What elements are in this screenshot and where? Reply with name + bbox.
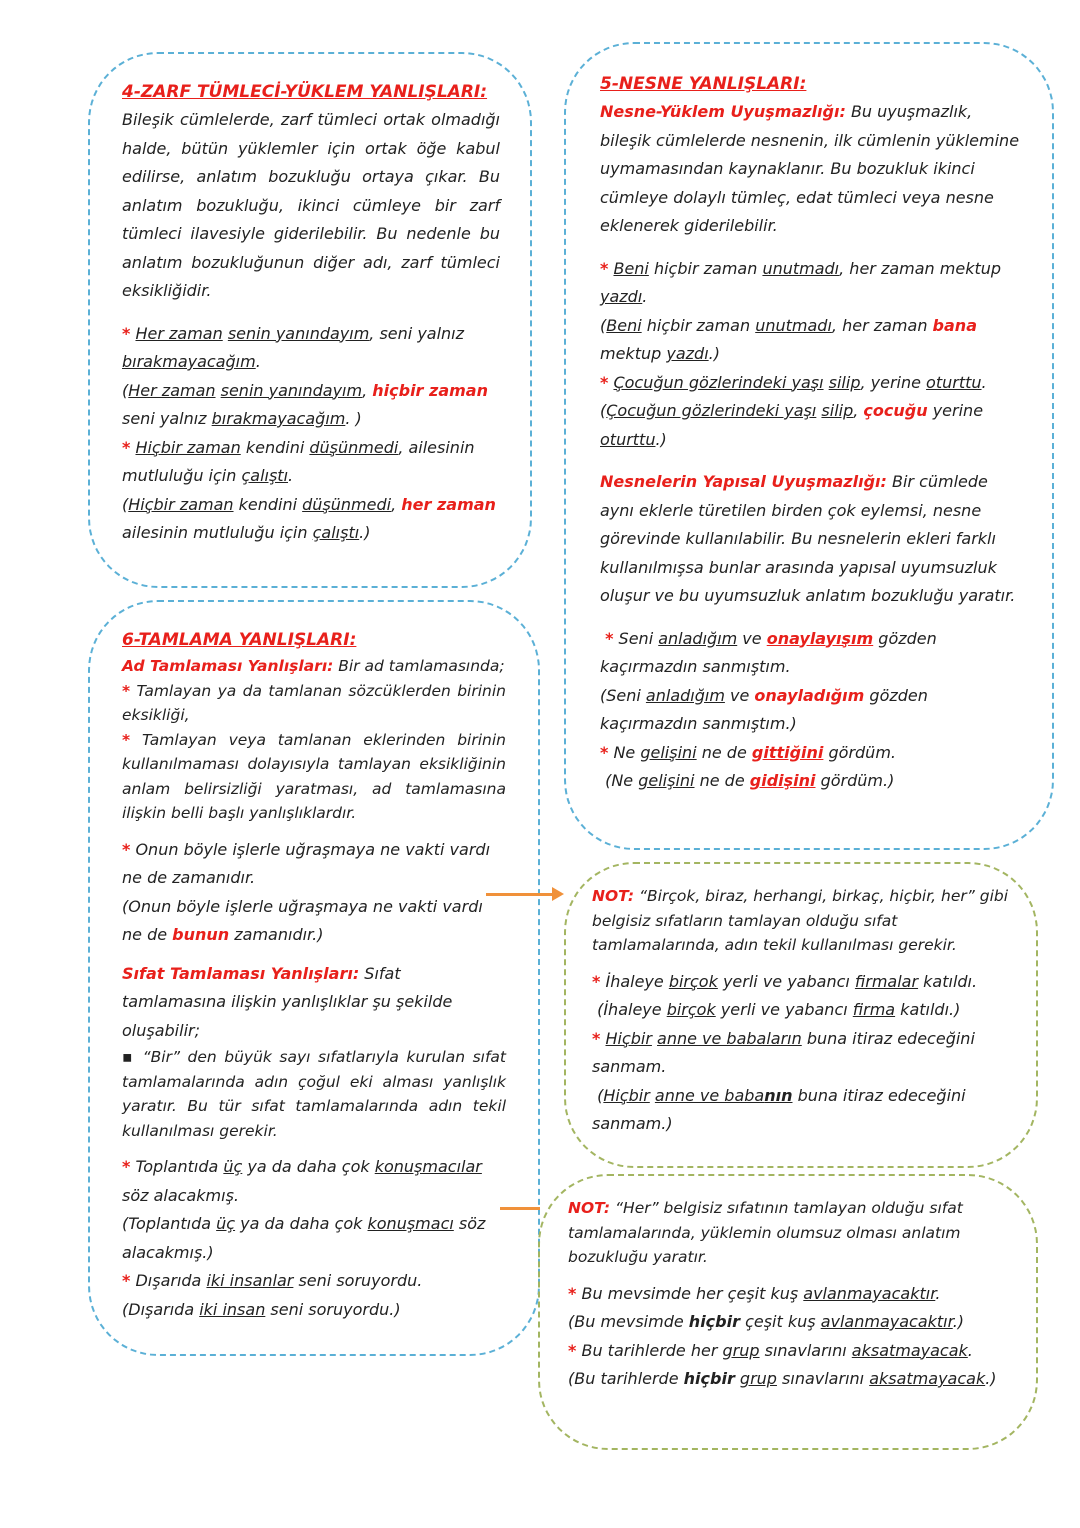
nesne-yuklem-text: Nesne-Yüklem Uyuşmazlığı: Bu uyuşmazlık, bileşik cümlelerde nesnenin, ilk cümlenin yüklemine uymamasından kaynaklanır. Bu bozukluk ikinci cümleye dolaylı tümleç, edat tümleci veya nesne eklenerek giderilebilir.: [600, 102, 1020, 235]
example-2: * Çocuğun gözlerindeki yaşı silip, yerine oturttu.: [600, 372, 987, 392]
correction-1: (Her zaman senin yanındayım, hiçbir zaman seni yalnız bırakmayacağım. ): [122, 380, 488, 428]
note-1-correction-2: (Hiçbir anne ve babanın buna itiraz edeceğini sanmam.): [592, 1085, 966, 1133]
example-3: * Seni anladığım ve onaylayışım gözden kaçırmazdın sanmıştım.: [600, 628, 937, 676]
note-1-correction-1: (İhaleye birçok yerli ve yabancı firma katıldı.): [597, 1000, 961, 1019]
example-3: * Dışarıda iki insanlar seni soruyordu.: [122, 1271, 423, 1290]
arrow-head-icon: [552, 887, 564, 901]
sifat-tamlamasi-intro: Sıfat Tamlaması Yanlışları: Sıfat tamlamasına ilişkin yanlışlıklar şu şekilde oluşabilir;: [122, 963, 453, 1040]
tamlama-box: [88, 600, 540, 1356]
correction-2: (Toplantıda üç ya da daha çok konuşmacı söz alacakmış.): [122, 1214, 486, 1262]
example-2: * Hiçbir zaman kendini düşünmedi, ailesinin mutluluğu için çalıştı.: [122, 437, 475, 485]
note-1-example-2: * Hiçbir anne ve babaların buna itiraz edeceğini sanmam.: [592, 1028, 975, 1076]
note-2-correction-1: (Bu mevsimde hiçbir çeşit kuş avlanmayacaktır.): [568, 1312, 965, 1331]
example-1: * Onun böyle işlerle uğraşmaya ne vakti vardı ne de zamanıdır.: [122, 839, 491, 887]
note-1-example-1: * İhaleye birçok yerli ve yabancı firmalar katıldı.: [592, 971, 978, 991]
example-4: * Ne gelişini ne de gittiğini gördüm.: [600, 742, 896, 762]
section-4-body: Bileşik cümlelerde, zarf tümleci ortak olmadığı halde, bütün yüklemler için ortak öğe kabul edilirse, anlatım bozukluğu ortaya çıkar. Bu anlatım bozukluğu, ikinci cümleye bir zarf tümleci ilavesiyle giderilebilir. Bu nedenle bu anlatım bozukluğunun diğer adı, zarf tümleci eksikliğidir.: [122, 110, 500, 300]
correction-2: (Hiçbir zaman kendini düşünmedi, her zaman ailesinin mutluluğu için çalıştı.): [122, 494, 496, 542]
note-2-correction-2: (Bu tarihlerde hiçbir grup sınavlarını aksatmayacak.): [568, 1369, 997, 1388]
note-1-box: [564, 862, 1038, 1168]
section-4-title: 4-ZARF TÜMLECİ-YÜKLEM YANLIŞLARI:: [122, 82, 488, 102]
correction-2: (Çocuğun gözlerindeki yaşı silip, çocuğu yerine oturttu.): [600, 401, 984, 449]
example-1: * Beni hiçbir zaman unutmadı, her zaman mektup yazdı.: [600, 258, 1002, 306]
correction-1: (Beni hiçbir zaman unutmadı, her zaman bana mektup yazdı.): [600, 315, 977, 363]
correction-3: (Seni anladığım ve onayladığım gözden kaçırmazdın sanmıştım.): [600, 685, 928, 733]
example-2: * Toplantıda üç ya da daha çok konuşmacılar söz alacakmış.: [122, 1157, 482, 1205]
yapisal-uyusmazlik-text: Nesnelerin Yapısal Uyuşmazlığı: Bir cümlede aynı eklerle türetilen birden çok eylemsi, nesne görevinde kullanılabilir. Bu nesnelerin ekleri farklı kullanılmışsa bunlar arasında yapısal uyumsuzluk oluşur ve bu uyumsuzluk anlatım bozukluğu yaratır.: [600, 472, 1016, 605]
bullet-2: * Tamlayan veya tamlanan eklerinden birinin kullanılmaması dolayısıyla tamlayan eksikliğinin anlam belirsizliği yaratması, ad tamlamasına ilişkin belli başlı yanlışlıklardır.: [122, 730, 506, 822]
note-2-text: NOT: “Her” belgisiz sıfatının tamlayan olduğu sıfat tamlamalarında, yüklemin olumsuz olması anlatım bozukluğu yaratır.: [568, 1199, 963, 1266]
ad-tamlamasi-intro: Ad Tamlaması Yanlışları: Bir ad tamlamasında;: [122, 657, 505, 675]
correction-4: (Ne gelişini ne de gidişini gördüm.): [605, 771, 895, 790]
correction-1: (Onun böyle işlerle uğraşmaya ne vakti vardı ne de bunun zamanıdır.): [122, 896, 483, 944]
note-2-example-2: * Bu tarihlerde her grup sınavlarını aksatmayacak.: [568, 1340, 973, 1360]
note-2-box: [538, 1174, 1038, 1450]
correction-3: (Dışarıda iki insan seni soruyordu.): [122, 1299, 401, 1319]
note-1-text: NOT: “Birçok, biraz, herhangi, birkaç, hiçbir, her” gibi belgisiz sıfatların tamlayan olduğu sıfat tamlamalarında, adın tekil kullanılması gerekir.: [592, 887, 1009, 954]
section-6-title: 6-TAMLAMA YANLIŞLARI:: [122, 630, 357, 650]
note-2-example-1: * Bu mevsimde her çeşit kuş avlanmayacaktır.: [568, 1283, 941, 1303]
zarf-tumleci-box: [88, 52, 532, 588]
arrow-to-note-1: [486, 893, 554, 896]
connector-to-note-2: [500, 1207, 540, 1210]
bullet-1: * Tamlayan ya da tamlanan sözcüklerden birinin eksikliği,: [122, 681, 506, 724]
bullet-3: ▪ “Bir” den büyük sayı sıfatlarıyla kurulan sıfat tamlamalarında adın çoğul eki alması yanlışlık yaratır. Bu tür sıfat tamlamalarında adın tekil kullanılması gerekir.: [122, 1048, 506, 1140]
nesne-box: [564, 42, 1054, 850]
section-5-title: 5-NESNE YANLIŞLARI:: [600, 74, 807, 94]
example-1: * Her zaman senin yanındayım, seni yalnız bırakmayacağım.: [122, 323, 465, 371]
